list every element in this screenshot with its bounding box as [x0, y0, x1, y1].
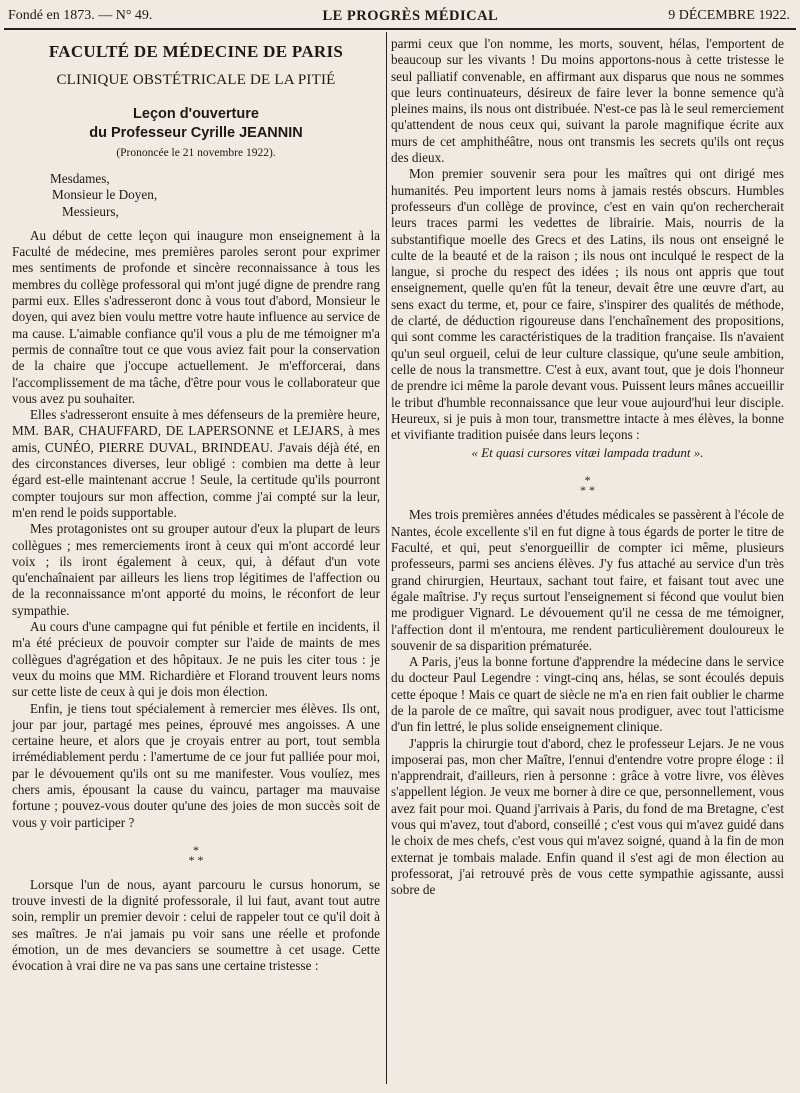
latin-quote: « Et quasi cursores vitæi lampada tradunt ». [471, 445, 704, 461]
salutation-mesdames: Mesdames, [50, 171, 110, 186]
header-date: 9 DÉCEMBRE 1922. [668, 8, 790, 23]
salutation-messieurs: Messieurs, [62, 203, 119, 219]
right-column [391, 36, 784, 899]
paragraph: Enfin, je tiens tout spécialement à remercier mes élèves. Ils ont, jour par jour, partagé mes peines, éprouvé mes angoisses. A une certaine heure, et alors que je croyais entrer au port, tout sembla irrémédiablement perdu : l'amertume de ce jour fut palliée pour moi, par le dévouement qu'ils ont su me manifester. Vous voulíez, mes chers amis, épousant la cause du vaincu, partager ma mauvaise fortune ; pouvez-vous douter qu'une des joies de mon succès soit de vous y voir participer ? [12, 700, 380, 830]
column-divider [386, 32, 387, 1084]
spacer [12, 220, 380, 228]
left-column [12, 36, 380, 975]
paragraph: Au cours d'une campagne qui fut pénible et fertile en incidents, il m'a été précieux de pouvoir compter sur l'aide de maints de mes collègues d'agrégation et des hôpitaux. Je ne puis les citer tous : je veux du moins que MM. Richardière et Florand trouvent leurs noms sur cette liste de ceux à qui je dois mon élection. [12, 619, 380, 700]
paragraph: A Paris, j'eus la bonne fortune d'apprendre la médecine dans le service du docteur Paul Legendre : vingt-cinq ans, hélas, se sont écoulés depuis cette époque ! Mais ce quart de siècle ne m'a en rien fait oublier le charme de la parole de ce maître, qui savait nous prodiguer, avec tout l'atticisme d'un fin lettré, le plus solide enseignement clinique. [391, 654, 784, 735]
section-separator-stars: * * * [580, 473, 595, 498]
paragraph: Lorsque l'un de nous, ayant parcouru le cursus honorum, se trouve investi de la dignité professorale, il lui faut, avant tout autre soin, remplir un premier devoir : celui de rappeler tout ce qu'il doit à ses maîtres. Je n'ai jamais pu voir sans une réelle et profonde émotion, un de mes devanciers se soumettre à cet usage. Cette évocation à vrai dire ne va pas sans une certaine tristesse : [12, 876, 380, 974]
page-header [8, 5, 790, 27]
salutation-doyen: Monsieur le Doyen, [52, 187, 158, 203]
paragraph: Elles s'adresseront ensuite à mes défenseurs de la première heure, MM. BAR, CHAUFFARD, DE LAPERSONNE et LEJARS, à mes amis, CUNÉO, PIERRE DUVAL, BRINDEAU. J'avais déjà été, en des circonstances diverses, leur obligé : combien ma dette à leur égard est-elle maintenant accrue ! Seule, la certitude qu'ils pourront compter toujours sur mon affection, comme j'ai compté sur la leur, m'en rend le poids supportable. [12, 407, 380, 520]
paragraph: parmi ceux que l'on nomme, les morts, souvent, hélas, l'emportent de beaucoup sur les vivants ! Du moins apportons-nous à cette tristesse le seul palliatif convenable, en affirmant aux disparus que nous ne sommes que leurs continuateurs, désireux de faire lever la bonne semence qu'à pleines mains, ils nous ont distribuée. N'est-ce pas là le seul remerciement qu'attendent de nous ceux qui, suivant la parole magnifique écrite aux murs de cet amphithéâtre, nous ont transmis les secrets qu'ils ont reçus des dieux. [391, 36, 784, 166]
paragraph: Mes protagonistes ont su grouper autour d'eux la plupart de leurs collègues ; mes remerciements iront à ceux qui m'ont accordé leur voix ; ils iront également à ceux, qui, à défaut d'un vote qu'enchaînaient par ailleurs les liens trop légitimes de l'affection ou de la reconnaissance m'ont apporté du moins, le réconfort de leur sympathie. [12, 521, 380, 618]
faculty-heading: FACULTÉ DE MÉDECINE DE PARIS [48, 42, 344, 61]
header-rule [4, 28, 796, 30]
header-founded: Fondé en 1873. — N° 49. [8, 8, 153, 23]
pronounced-date: (Prononcée le 21 novembre 1922). [116, 147, 276, 159]
lecture-title-line1: Leçon d'ouverture [133, 106, 259, 122]
paragraph: Au début de cette leçon qui inaugure mon enseignement à la Faculté de médecine, mes premières paroles seront pour exprimer mes sentiments de profonde et sincère reconnaissance à tous les membres du collège professoral qui m'ont jugé digne de prendre rang parmi eux. Elles s'adresseront donc à vous tout d'abord, Monsieur le doyen, qui avez bien voulu mettre votre haute influence au service de ma cause. L'aimable confiance qu'il vous a plu de me témoigner m'a permis de connaître tout ce que vous aviez fait pour la conservation de la chaire que j'occupe actuellement. Je m'efforcerai, dans l'accomplissement de ma tâche, d'être pour vous le collaborateur que vous avez pu souhaiter. [12, 227, 380, 406]
paragraph: Mon premier souvenir sera pour les maîtres qui ont dirigé mes humanités. Peu importent leurs noms à jamais restés obscurs. Humbles professeurs d'un collège de province, c'est en vain qu'on rechercherait leurs traces parmi les vedettes de librairie. Mais, nourris de la substantifique moelle des Grecs et des Latins, ils nous ont enseigné le culte de la beauté et de la raison ; ils nous ont inculqué le respect de la langue, si proche du respect des idées ; ils nous ont appris que tout enseignement, quelle qu'en fût la teneur, devait être une œuvre d'art, au sens exact du terme, et, pour ce faire, s'inspirer des qualités de méthode, de clarté, de déduction rigoureuse dans l'enchaînement des propositions, qui sont comme les caractéristiques de la tradition française. Ils n'avaient qu'un seul orgueil, celui de leur culture classique, qu'une seule ambition, celle de nous la transmettre. C'est à eux, avant tout, que je dois l'honneur de prendre ici même la parole devant vous. Puissent leurs mânes accueillir le tribut d'humble reconnaissance que leur voue aujourd'hui leur disciple. Heureux, si je puis à mon tour, transmettre intacte à mes élèves, la bonne et vivifiante tradition puisée dans leurs leçons : [391, 166, 784, 443]
section-separator-stars: * * * [188, 842, 204, 867]
lecture-title-line2: du Professeur Cyrille JEANNIN [89, 125, 303, 141]
clinic-heading: CLINIQUE OBSTÉTRICALE DE LA PITIÉ [56, 72, 336, 88]
header-journal-title: LE PROGRÈS MÉDICAL [322, 7, 499, 24]
paragraph: Mes trois premières années d'études médicales se passèrent à l'école de Nantes, école excellente s'il en fut digne à tous égards de porter le titre de Faculté, et qui, peut s'enorgueillir de compter ici même, plusieurs professeurs, parmi ses anciens élèves. J'y fus attaché au service d'un très grand chirurgien, Heurtaux, sachant tout faire, et faisant tout avec une égale maîtrise. J'y reçus surtout l'enseignement si fécond que voulut bien me prodiguer Vignard. Le dévouement qu'il ne cessa de me témoigner, l'affection dont il m'entoura, me rendent particulièrement douloureux le souvenir de sa disparition prématurée. [391, 507, 784, 653]
paragraph: J'appris la chirurgie tout d'abord, chez le professeur Lejars. Je ne vous imposerai pas, mon cher Maître, l'ennui d'entendre votre propre éloge : il n'apprendrait, d'ailleurs, rien à personne : grâce à votre livre, vos élèves s'appellent légion. Je veux me borner à dire ce que, personnellement, vous avez fait pour moi. Quand j'arrivais à Paris, du fond de ma Bretagne, c'est vous qui m'avez, tout d'abord, conseillé ; c'est vous qui m'avez guidé dans le choix de mes chefs, c'est vous qui m'avez soigné, quand à la fin de mon externat je tombais malade. Enfin quand il s'est agi de mon élection au professorat, j'ai retrouvé près de vous cette sympathie agissante, aussi sobre de [391, 735, 784, 898]
